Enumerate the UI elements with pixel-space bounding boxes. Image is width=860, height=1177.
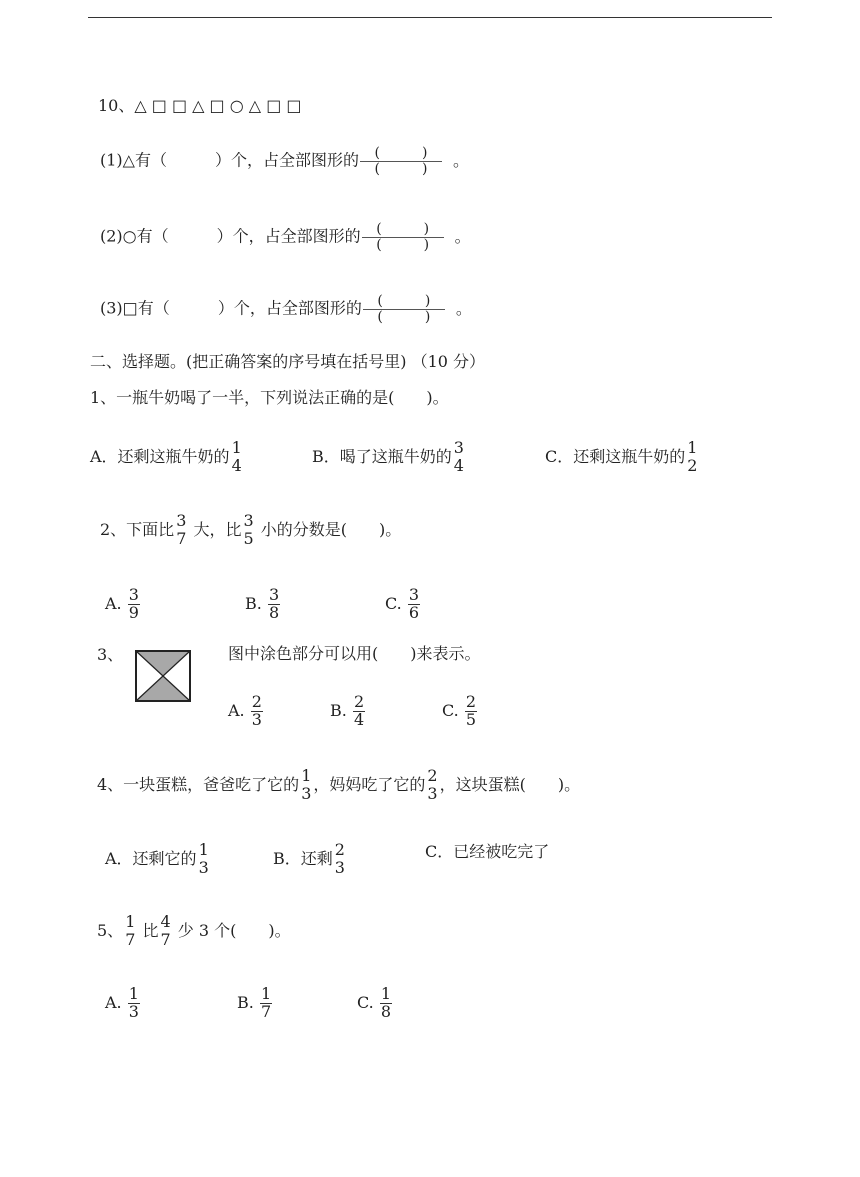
fraction-blank[interactable]: $\frac{( )}{( )}$ (360, 146, 442, 176)
q3-stem: 图中涂色部分可以用( )来表示。 (228, 644, 481, 663)
q1-option-b[interactable]: B．喝了这瓶牛奶的 3 4 (312, 438, 464, 475)
q5-stem: 5、 1 7 比 4 7 少 3 个( )。 (97, 912, 291, 949)
header-rule (88, 17, 772, 18)
q1-stem: 1、一瓶牛奶喝了一半，下列说法正确的是( )。 (90, 388, 449, 407)
shaded-triangle-bottom (136, 676, 190, 701)
q4-option-a[interactable]: A．还剩它的 1 3 (105, 840, 209, 877)
answer-blank[interactable] (169, 227, 217, 246)
q3-number: 3、 (97, 645, 124, 664)
shaded-triangle-top (136, 651, 190, 676)
answer-blank[interactable] (170, 299, 218, 318)
q3-option-a[interactable]: A. $\frac{2}{3}$ (228, 692, 262, 729)
section-title: 二、选择题。(把正确答案的序号填在括号里) （10 分） (90, 352, 486, 371)
q2-stem: 2、下面比 3 7 大，比 3 5 小的分数是( )。 (100, 511, 402, 548)
q10-item-1: (1)△有（ ）个，占全部图形的 $\frac{( )}{( )}$ 。 (100, 145, 470, 177)
fraction-blank[interactable]: $\frac{( )}{( )}$ (363, 294, 445, 324)
q10-item-2: (2)○有（ ）个，占全部图形的 $\frac{( )}{( )}$ 。 (100, 221, 471, 253)
answer-blank[interactable] (167, 151, 215, 170)
q3-option-c[interactable]: C. $\frac{2}{5}$ (442, 692, 477, 729)
q4-stem: 4、一块蛋糕，爸爸吃了它的 1 3 ，妈妈吃了它的 2 3 ，这块蛋糕( )。 (97, 766, 581, 803)
q4-option-c[interactable]: C．已经被吃完了 (425, 842, 550, 861)
q4-option-b[interactable]: B．还剩 2 3 (273, 840, 345, 877)
q5-option-b[interactable]: B. $\frac{1}{7}$ (237, 984, 272, 1021)
q2-option-b[interactable]: B. $\frac{3}{8}$ (245, 585, 280, 622)
fraction-blank[interactable]: $\frac{( )}{( )}$ (362, 222, 444, 252)
q5-option-a[interactable]: A. $\frac{1}{3}$ (105, 984, 139, 1021)
q2-option-a[interactable]: A. $\frac{3}{9}$ (105, 585, 139, 622)
q10-stem: 10、△ □ □ △ □ ○ △ □ □ (98, 96, 302, 115)
q5-option-c[interactable]: C. $\frac{1}{8}$ (357, 984, 392, 1021)
q3-option-b[interactable]: B. $\frac{2}{4}$ (330, 692, 365, 729)
square-figure (135, 650, 191, 702)
q1-option-c[interactable]: C．还剩这瓶牛奶的 1 2 (545, 438, 698, 475)
q2-option-c[interactable]: C. $\frac{3}{6}$ (385, 585, 420, 622)
q1-option-a[interactable]: A．还剩这瓶牛奶的 1 4 (90, 438, 242, 475)
q10-item-3: (3)□有（ ）个，占全部图形的 $\frac{( )}{( )}$ 。 (100, 293, 472, 325)
